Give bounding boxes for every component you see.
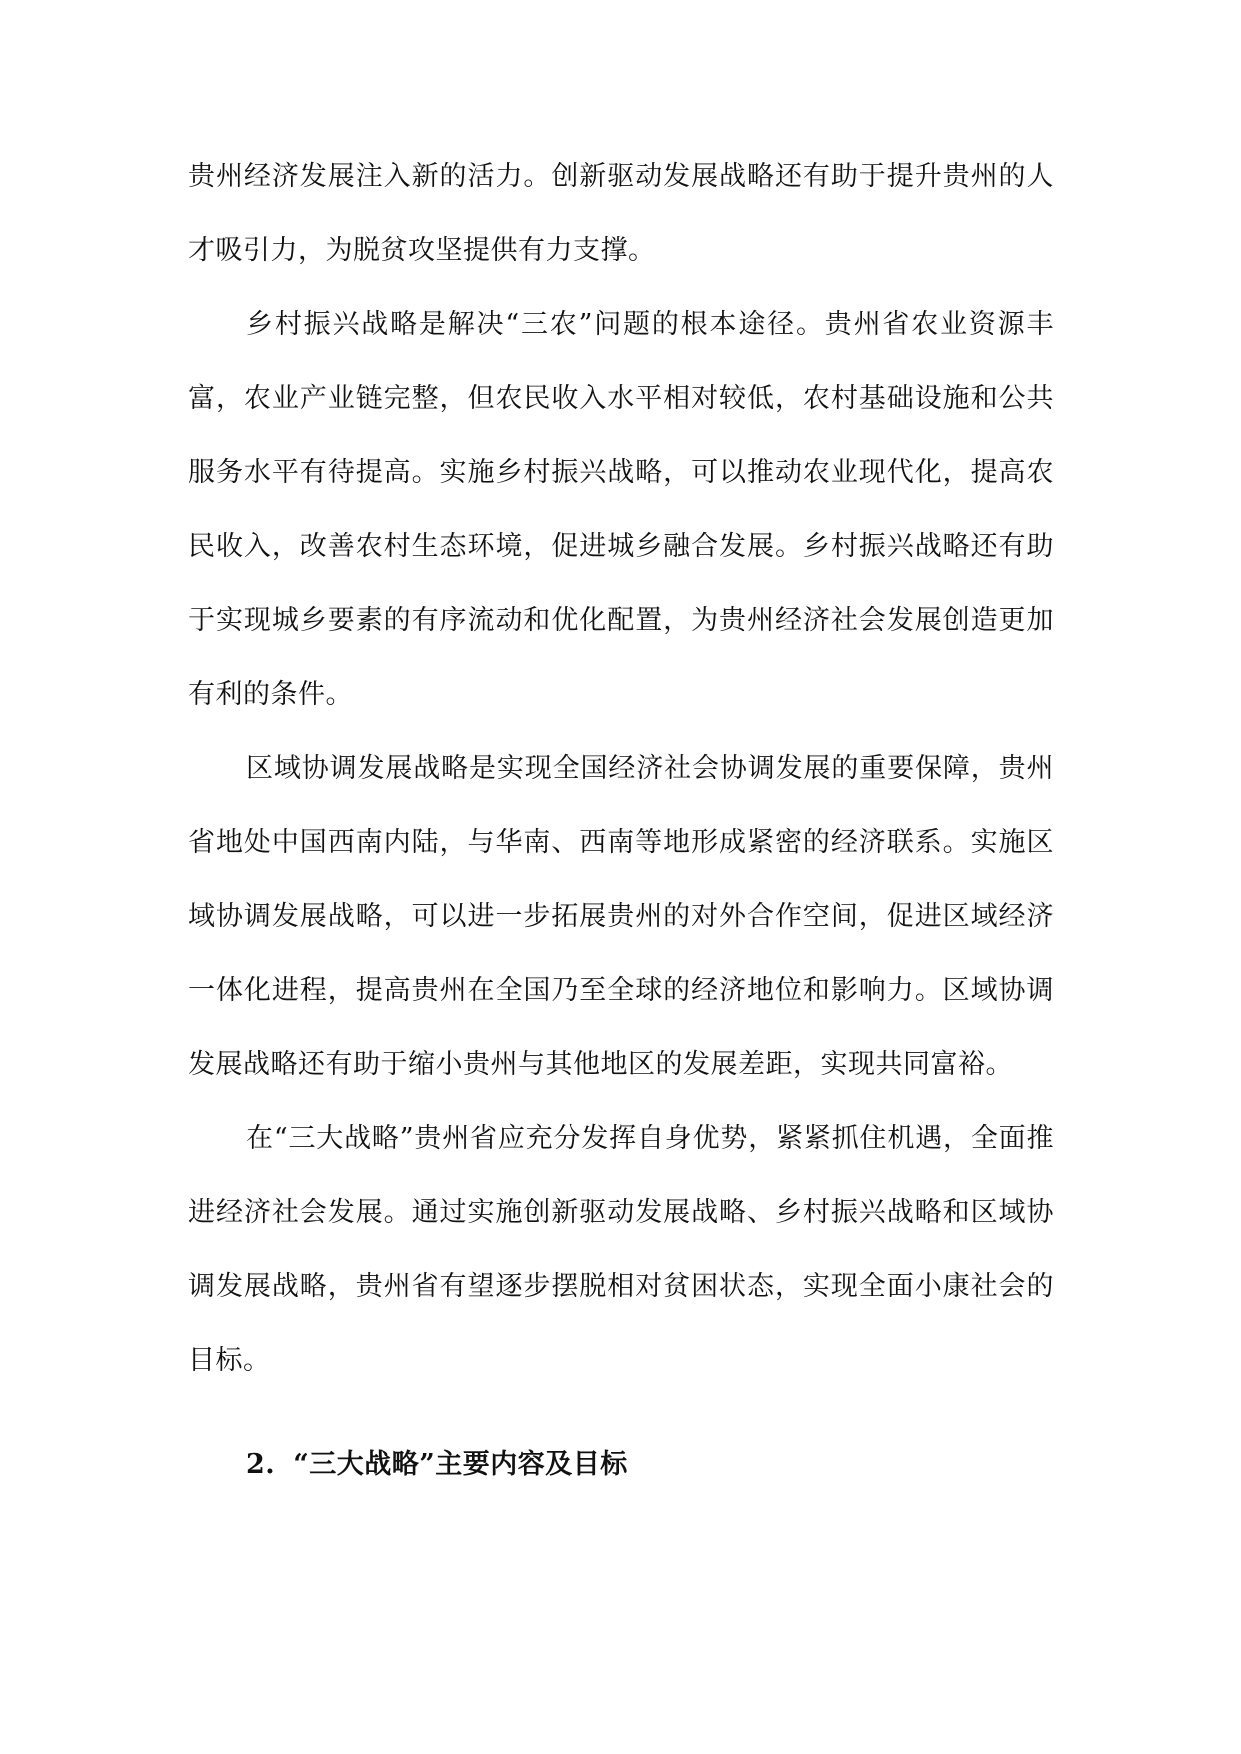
section-heading — [246, 1428, 1054, 1502]
paragraph-three-strategies-summary: 在“三大战略”贵州省应充分发挥自身优势，紧紧抓住机遇，全面推进经济社会发展。通过实施创新驱动发展战略、乡村振兴战略和区域协调发展战略，贵州省有望逐步摆脱相对贫困状态，实现全面小康社会的目标。 — [188, 1123, 1054, 1376]
section-heading-title: “三大战略”主要内容及目标 — [293, 1449, 628, 1480]
paragraph-continuation: 贵州经济发展注入新的活力。创新驱动发展战略还有助于提升贵州的人才吸引力，为脱贫攻坚提供有力支撑。 — [188, 161, 1054, 266]
paragraph-rural-revitalization: 乡村振兴战略是解决“三农”问题的根本途径。贵州省农业资源丰富，农业产业链完整，但农民收入水平相对较低，农村基础设施和公共服务水平有待提高。实施乡村振兴战略，可以推动农业现代化，提高农民收入，改善农村生态环境，促进城乡融合发展。乡村振兴战略还有助于实现城乡要素的有序流动和优化配置，为贵州经济社会发展创造更加有利的条件。 — [188, 309, 1054, 710]
document-body — [188, 140, 1054, 1502]
paragraph-regional-coordination: 区域协调发展战略是实现全国经济社会协调发展的重要保障，贵州省地处中国西南内陆，与华南、西南等地形成紧密的经济联系。实施区域协调发展战略，可以进一步拓展贵州的对外合作空间，促进区域经济一体化进程，提高贵州在全国乃至全球的经济地位和影响力。区域协调发展战略还有助于缩小贵州与其他地区的发展差距，实现共同富裕。 — [188, 753, 1054, 1080]
section-heading-number: 2. — [246, 1449, 276, 1480]
